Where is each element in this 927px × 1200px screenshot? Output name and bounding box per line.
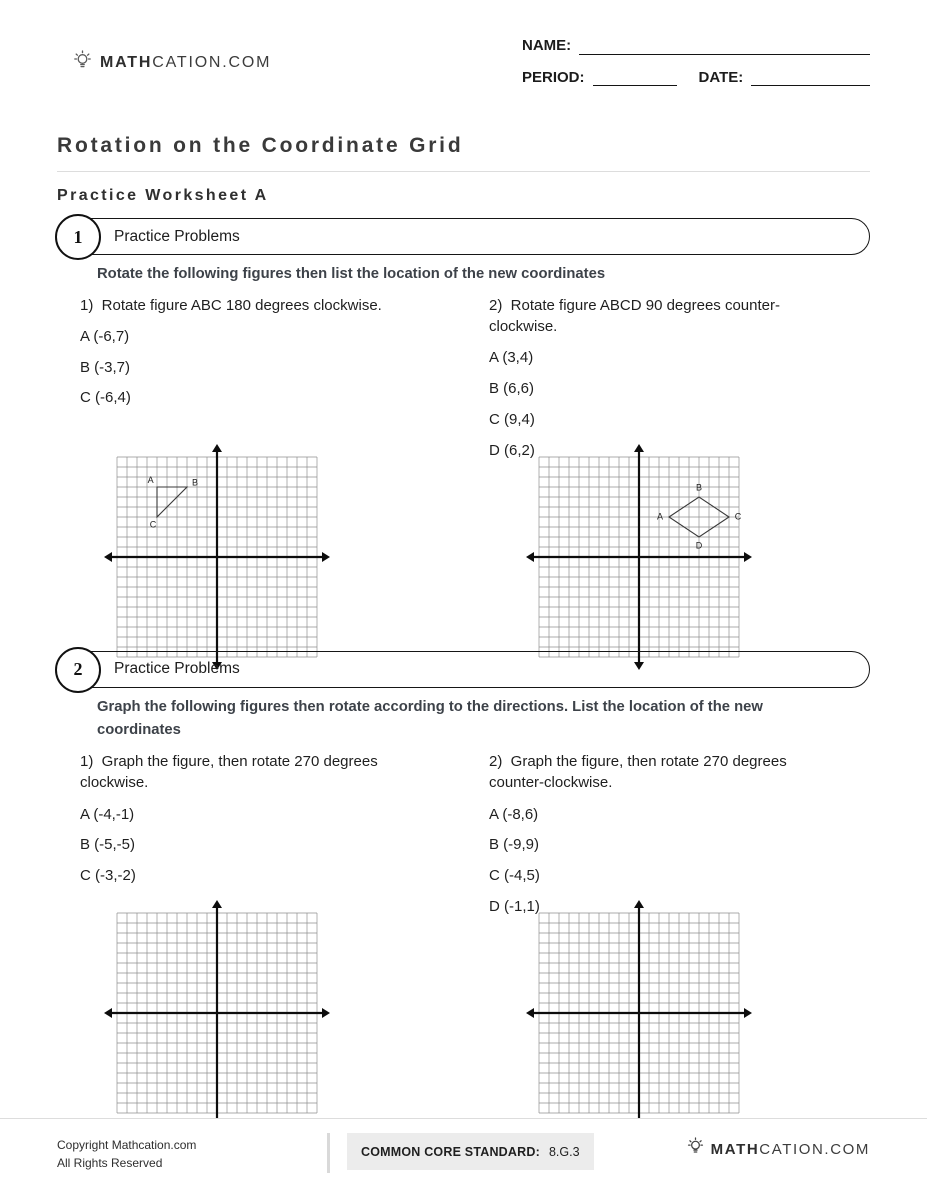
coordinate-line: A (-6,7) — [80, 327, 130, 345]
problem-prompt: 2) Rotate figure ABCD 90 degrees counter-clockwise. — [489, 296, 780, 335]
coordinate-line: C (-6,4) — [80, 389, 131, 407]
problem-1-1 — [57, 295, 489, 647]
footer-mathcation-logo — [687, 1137, 870, 1161]
copyright-text — [57, 1133, 327, 1172]
coordinate-line: A (3,4) — [489, 349, 534, 367]
coordinate-line: C (-3,-2) — [80, 867, 136, 885]
coordinate-grid — [103, 443, 331, 676]
date-blank-line — [751, 70, 870, 86]
name-blank-line — [579, 39, 870, 55]
section-1-header-pill — [57, 218, 870, 255]
section-2-header-pill — [57, 651, 870, 688]
section-1-instructions: Rotate the following figures then list the location of the new coordinates — [97, 266, 606, 282]
logo-text-bold: MATH — [100, 54, 153, 71]
section-2-number-badge: 2 — [55, 647, 101, 693]
section-2-title: Practice Problems — [114, 660, 240, 678]
coordinate-line: C (9,4) — [489, 410, 535, 428]
svg-text:D: D — [695, 540, 703, 551]
period-label: PERIOD: — [522, 68, 585, 86]
footer-logo-text — [711, 1141, 870, 1158]
coordinate-line: B (-5,-5) — [80, 836, 136, 854]
page-title: Rotation on the Coordinate Grid — [57, 134, 464, 157]
name-label: NAME: — [522, 37, 572, 54]
svg-text:B: B — [695, 482, 703, 493]
worksheet-subtitle: Practice Worksheet A — [57, 187, 269, 204]
date-label: DATE: — [698, 68, 744, 86]
section-2-instructions: Graph the following figures then rotate according to the directions. List the location of the new coordinates — [97, 698, 763, 739]
coordinate-line: B (6,6) — [489, 380, 535, 398]
logo-text — [100, 54, 271, 72]
footer — [0, 1118, 927, 1200]
problem-prompt: 1) Graph the figure, then rotate 270 degrees clockwise. — [80, 753, 382, 792]
copyright-line-2: All Rights Reserved — [57, 1156, 163, 1170]
section-2 — [57, 651, 870, 1103]
student-fields — [522, 38, 870, 101]
standard-label: COMMON CORE STANDARD: — [361, 1144, 540, 1159]
coordinate-line: B (-3,7) — [80, 358, 131, 376]
problem-prompt: 1) Rotate figure ABC 180 degrees clockwise. — [80, 296, 382, 314]
coordinate-grid — [525, 443, 753, 676]
footer-logo-text-light: CATION.COM — [759, 1140, 870, 1158]
svg-text:A: A — [656, 511, 664, 522]
coordinate-line: D (-1,1) — [489, 897, 540, 915]
svg-text:C: C — [734, 511, 742, 522]
svg-text:B: B — [192, 477, 199, 488]
coordinate-line: A (-8,6) — [489, 805, 539, 823]
name-row — [522, 38, 870, 55]
coordinate-line: D (6,2) — [489, 441, 535, 459]
common-core-standard-box — [347, 1133, 594, 1170]
section-1-title: Practice Problems — [114, 227, 240, 245]
footer-divider-bar — [327, 1133, 330, 1173]
coordinate-line: C (-4,5) — [489, 867, 540, 885]
copyright-line-1: Copyright Mathcation.com — [57, 1138, 197, 1152]
title-divider — [57, 171, 870, 172]
standard-value: 8.G.3 — [548, 1144, 580, 1159]
coordinate-line: B (-9,9) — [489, 836, 540, 854]
coordinate-grid — [525, 899, 753, 1132]
coordinate-line: A (-4,-1) — [80, 805, 135, 823]
section-1-number-badge: 1 — [55, 214, 101, 260]
problem-2-1 — [57, 751, 489, 1103]
section-1 — [57, 218, 870, 647]
mathcation-logo — [73, 50, 271, 76]
problem-2-2 — [489, 751, 870, 1103]
period-blank-line — [593, 70, 677, 86]
lightbulb-icon — [687, 1137, 704, 1161]
coordinate-grid — [103, 899, 331, 1132]
problem-1-2 — [489, 295, 870, 647]
svg-text:A: A — [147, 474, 154, 485]
svg-text:C: C — [149, 519, 157, 530]
header — [57, 38, 870, 101]
logo-text-light: CATION.COM — [152, 54, 272, 71]
problem-prompt: 2) Graph the figure, then rotate 270 degrees counter-clockwise. — [489, 753, 791, 792]
lightbulb-icon — [73, 50, 92, 76]
period-date-row — [522, 70, 870, 87]
section-1-problems — [57, 295, 870, 647]
section-2-problems — [57, 751, 870, 1103]
footer-logo-text-bold: MATH — [710, 1140, 760, 1158]
